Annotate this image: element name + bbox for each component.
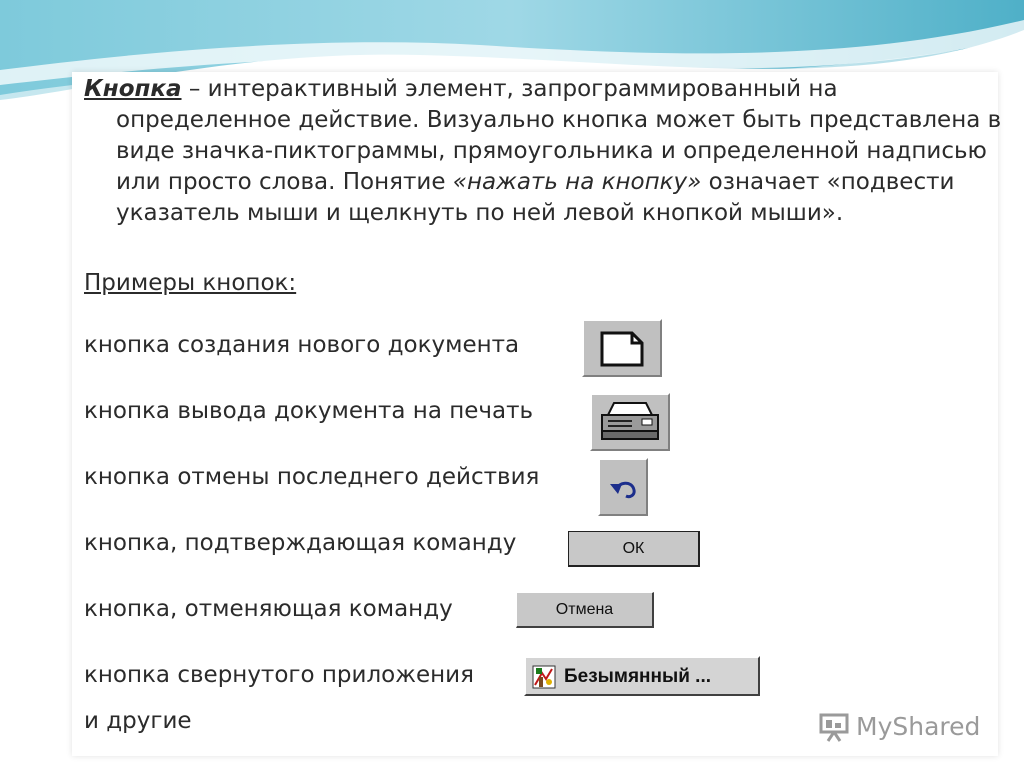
definition-text-1: – интерактивный элемент, запрограммированный на определенное действие. Визуально кнопка может быть представлена в виде значка-пиктограммы, прямоугольника и определенной надписью или просто слова. Понятие	[116, 76, 1002, 195]
example-others-label: и другие	[84, 708, 192, 734]
example-ok-label: кнопка, подтверждающая команду	[84, 530, 517, 556]
watermark-text: MyShared	[856, 712, 981, 741]
example-cancel-label: кнопка, отменяющая команду	[84, 596, 453, 622]
print-button[interactable]	[590, 393, 670, 451]
undo-button[interactable]	[598, 458, 648, 516]
example-undo-label: кнопка отмены последнего действия	[84, 464, 540, 490]
printer-icon	[592, 395, 668, 449]
example-taskbar-label: кнопка свернутого приложения	[84, 662, 474, 688]
examples-title: Примеры кнопок:	[84, 270, 297, 296]
new-document-button[interactable]	[582, 319, 662, 377]
minimized-app-title: Безымянный ...	[564, 666, 712, 687]
presentation-board-icon	[818, 712, 850, 742]
cancel-button[interactable]: Отмена	[516, 592, 654, 628]
definition-term: Кнопка	[84, 76, 182, 102]
new-document-icon	[584, 321, 660, 375]
definition-text-2: означает «подвести указатель мыши и щелкнуть по ней левой кнопкой мыши».	[116, 169, 955, 226]
definition-quote: «нажать на кнопку»	[452, 169, 702, 195]
undo-arrow-icon	[600, 460, 646, 514]
definition-paragraph	[84, 74, 1016, 229]
ok-button[interactable]: ОК	[568, 531, 700, 567]
example-print-label: кнопка вывода документа на печать	[84, 398, 534, 424]
paint-app-icon	[530, 663, 558, 691]
minimized-app-button[interactable]	[524, 656, 760, 696]
example-new-document-label: кнопка создания нового документа	[84, 332, 520, 358]
